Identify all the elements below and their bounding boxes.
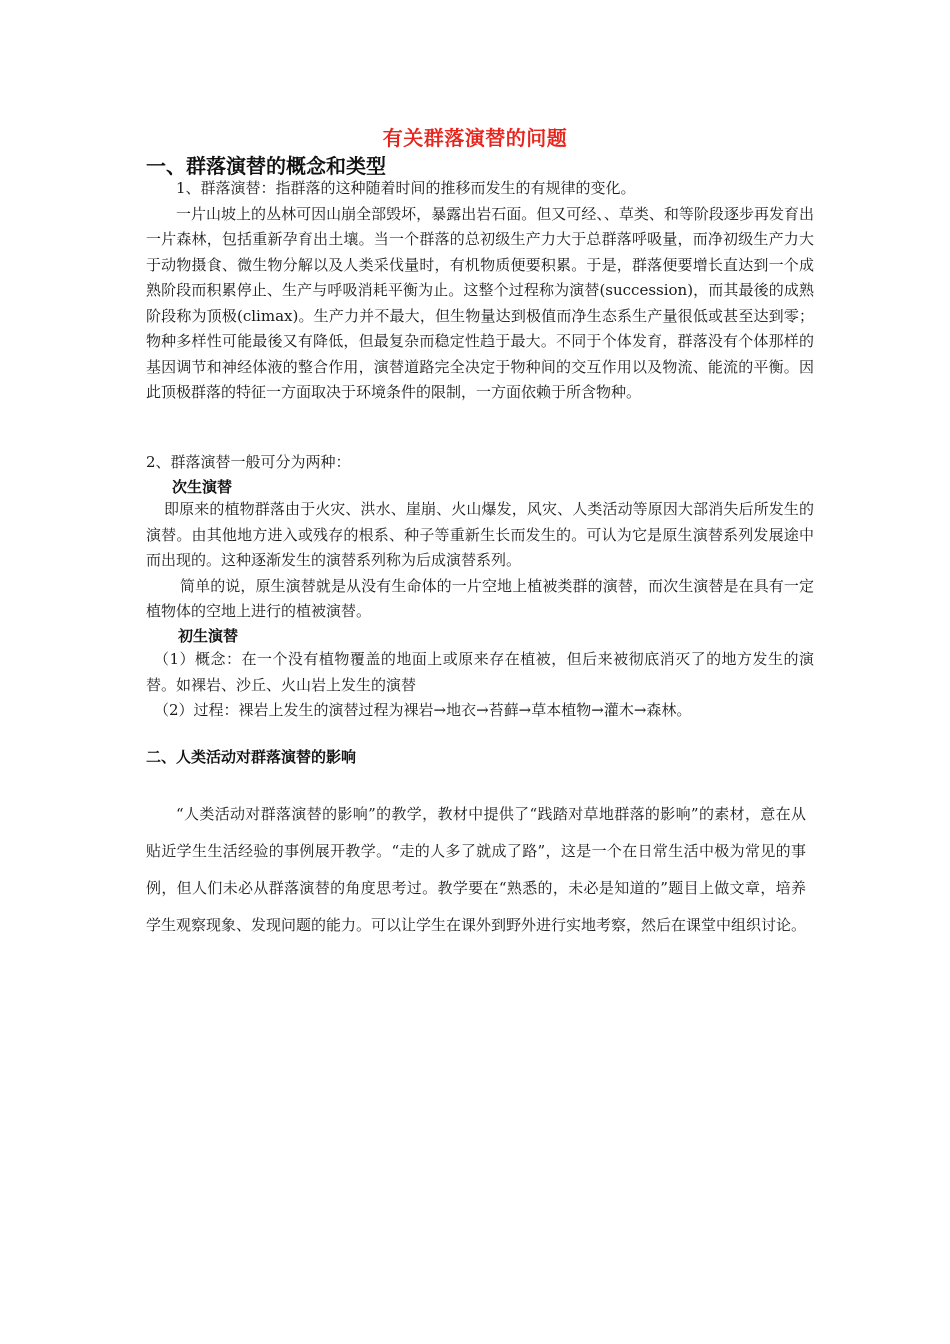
section1-body [146,176,814,406]
secondary-succession-paragraph: 即原来的植物群落由于火灾、洪水、崖崩、火山爆发，风灾、人类活动等原因大部消失后所发生的演替。由其他地方进入或残存的根系、种子等重新生长而发生的。可认为它是原生演替系列发展途中而出现的。这种逐渐发生的演替系列称为后成演替系列。 [146,500,814,569]
comparison-paragraph: 简单的说，原生演替就是从没有生命体的一片空地上植被类群的演替，而次生演替是在具有一定植物体的空地上进行的植被演替。 [146,576,814,620]
section1-heading: 一、群落演替的概念和类型 [146,154,386,178]
types-item: 2、群落演替一般可分为两种： [146,453,351,471]
types-intro [146,450,814,476]
section2-paragraph: “人类活动对群落演替的影响”的教学，教材中提供了“践踏对草地群落的影响”的素材，意在从贴近学生生活经验的事例展开教学。“走的人多了就成了路”，这是一个在日常生活中极为常见的事例，但人们未必从群落演替的角度思考过。教学要在“熟悉的，未必是知道的”题目上做文章，培养学生观察现象、发现问题的能力。可以让学生在课外到野外进行实地考察，然后在课堂中组织讨论。 [146,805,807,934]
secondary-succession-body [146,497,814,625]
secondary-succession-heading: 次生演替 [172,478,233,496]
section2-body [146,796,806,944]
succession-paragraph: 一片山坡上的丛林可因山崩全部毁坏，暴露出岩石面。但又可经、、草类、和等阶段逐步再发育出一片森林，包括重新孕育出土壤。当一个群落的总初级生产力大于总群落呼吸量，而净初级生产力大于动物摄食、微生物分解以及人类采伐量时，有机物质便要积累。于是，群落便要增长直达到一个成熟阶段而积累停止、生产与呼吸消耗平衡为止。这整个过程称为演替(succession)，而其最後的成熟阶段称为顶极(climax)。生产力并不最大，但生物量达到极值而净生态系生产量很低或甚至达到零；物种多样性可能最後又有降低，但最复杂而稳定性趋于最大。不同于个体发育，群落没有个体那样的基因调节和神经体液的整合作用，演替道路完全决定于物种间的交互作用以及物流、能流的平衡。因此顶极群落的特征一方面取决于环境条件的限制，一方面依赖于所含物种。 [146,204,814,401]
document-title: 有关群落演替的问题 [382,126,568,150]
primary-succession-heading: 初生演替 [178,627,239,645]
primary-concept-item: （1）概念：在一个没有植物覆盖的地面上或原来存在植被，但后来被彻底消灭了的地方发生的演替。如裸岩、沙丘、火山岩上发生的演替 [146,650,814,694]
definition-item: 1、群落演替：指群落的这种随着时间的推移而发生的有规律的变化。 [176,179,636,197]
primary-process-item: （2）过程：裸岩上发生的演替过程为裸岩→地衣→苔藓→草本植物→灌木→森林。 [154,701,692,719]
primary-succession-body [146,647,814,724]
section2-heading: 二、人类活动对群落演替的影响 [146,748,357,766]
